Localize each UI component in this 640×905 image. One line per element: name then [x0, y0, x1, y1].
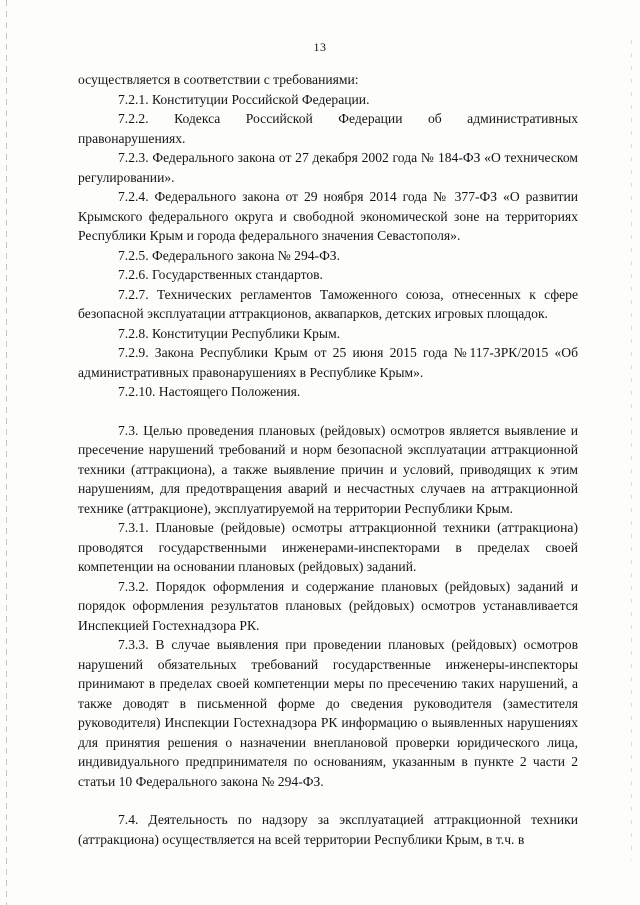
paragraph-7-4: 7.4. Деятельность по надзору за эксплуатацией аттракционной техники (аттракциона) осуществляется на всей территории Республики Крым, в т.ч. в — [78, 812, 578, 847]
paragraph-7-2-10: 7.2.10. Настоящего Положения. — [118, 384, 301, 399]
document-body — [78, 70, 578, 849]
paragraph-intro: осуществляется в соответствии с требованиями: — [78, 72, 359, 87]
paragraph-7-3-1: 7.3.1. Плановые (рейдовые) осмотры аттракционной техники (аттракциона) проводятся государственными инженерами-инспекторами в пределах своей компетенции на основании плановых (рейдовых) заданий. — [78, 520, 578, 574]
paragraph-7-3-3: 7.3.3. В случае выявления при проведении плановых (рейдовых) осмотров нарушений обязательных требований государственные инженеры-инспекторы принимают в пределах своей компетенции меры по пресечению таких нарушений, а также доводят в письменной форме до сведения руководителя (заместителя руководителя) Инспекции Гостехнадзора РК информацию о выявленных нарушениях для принятия решения о назначении внеплановой проверки юридического лица, индивидуального предпринимателя по основаниям, указанным в пункте 2 части 2 статьи 10 Федерального закона № 294-ФЗ. — [78, 637, 578, 789]
paragraph-7-2-2: 7.2.2. Кодекса Российской Федерации об административных правонарушениях. — [78, 111, 578, 146]
paragraph-7-2-6: 7.2.6. Государственных стандартов. — [118, 267, 323, 282]
section-gap — [78, 791, 578, 810]
paragraph-7-2-4: 7.2.4. Федерального закона от 29 ноября 2014 года № 377-ФЗ «О развитии Крымского федерального округа и свободной экономической зоне на территориях Республики Крым и города федерального значения Севастополя». — [78, 189, 578, 243]
paragraph-7-3-2: 7.3.2. Порядок оформления и содержание плановых (рейдовых) заданий и порядок оформления результатов плановых (рейдовых) осмотров устанавливается Инспекцией Гостехнадзора РК. — [78, 578, 578, 633]
paragraph-7-2-9: 7.2.9. Закона Республики Крым от 25 июня 2015 года №117-ЗРК/2015 «Об административных правонарушениях в Республике Крым». — [78, 345, 578, 380]
paragraph-7-2-5: 7.2.5. Федерального закона № 294-ФЗ. — [118, 247, 341, 263]
page-number: 13 — [313, 40, 327, 54]
paragraph-7-2-8: 7.2.8. Конституции Республики Крым. — [118, 325, 341, 341]
section-gap — [78, 402, 578, 421]
scan-edge-right — [631, 40, 632, 860]
scan-edge-left — [6, 0, 7, 905]
paragraph-7-2-7: 7.2.7. Технических регламентов Таможенного союза, отнесенных к сфере безопасной эксплуатации аттракционов, аквапарков, детских игровых площадок. — [78, 286, 578, 321]
paragraph-7-2-3: 7.2.3. Федерального закона от 27 декабря 2002 года № 184-ФЗ «О техническом регулировании». — [78, 150, 578, 185]
paragraph-7-3: 7.3. Целью проведения плановых (рейдовых) осмотров является выявление и пресечение нарушений требований и норм безопасной эксплуатации аттракционной техники (аттракциона), а также выявление причин и условий, приводящих к этим нарушениям, для предотвращения аварий и несчастных случаев на аттракционной технике (аттракционе), эксплуатируемой на территории Республики Крым. — [78, 422, 578, 516]
paragraph-7-2-1: 7.2.1. Конституции Российской Федерации. — [118, 91, 370, 107]
